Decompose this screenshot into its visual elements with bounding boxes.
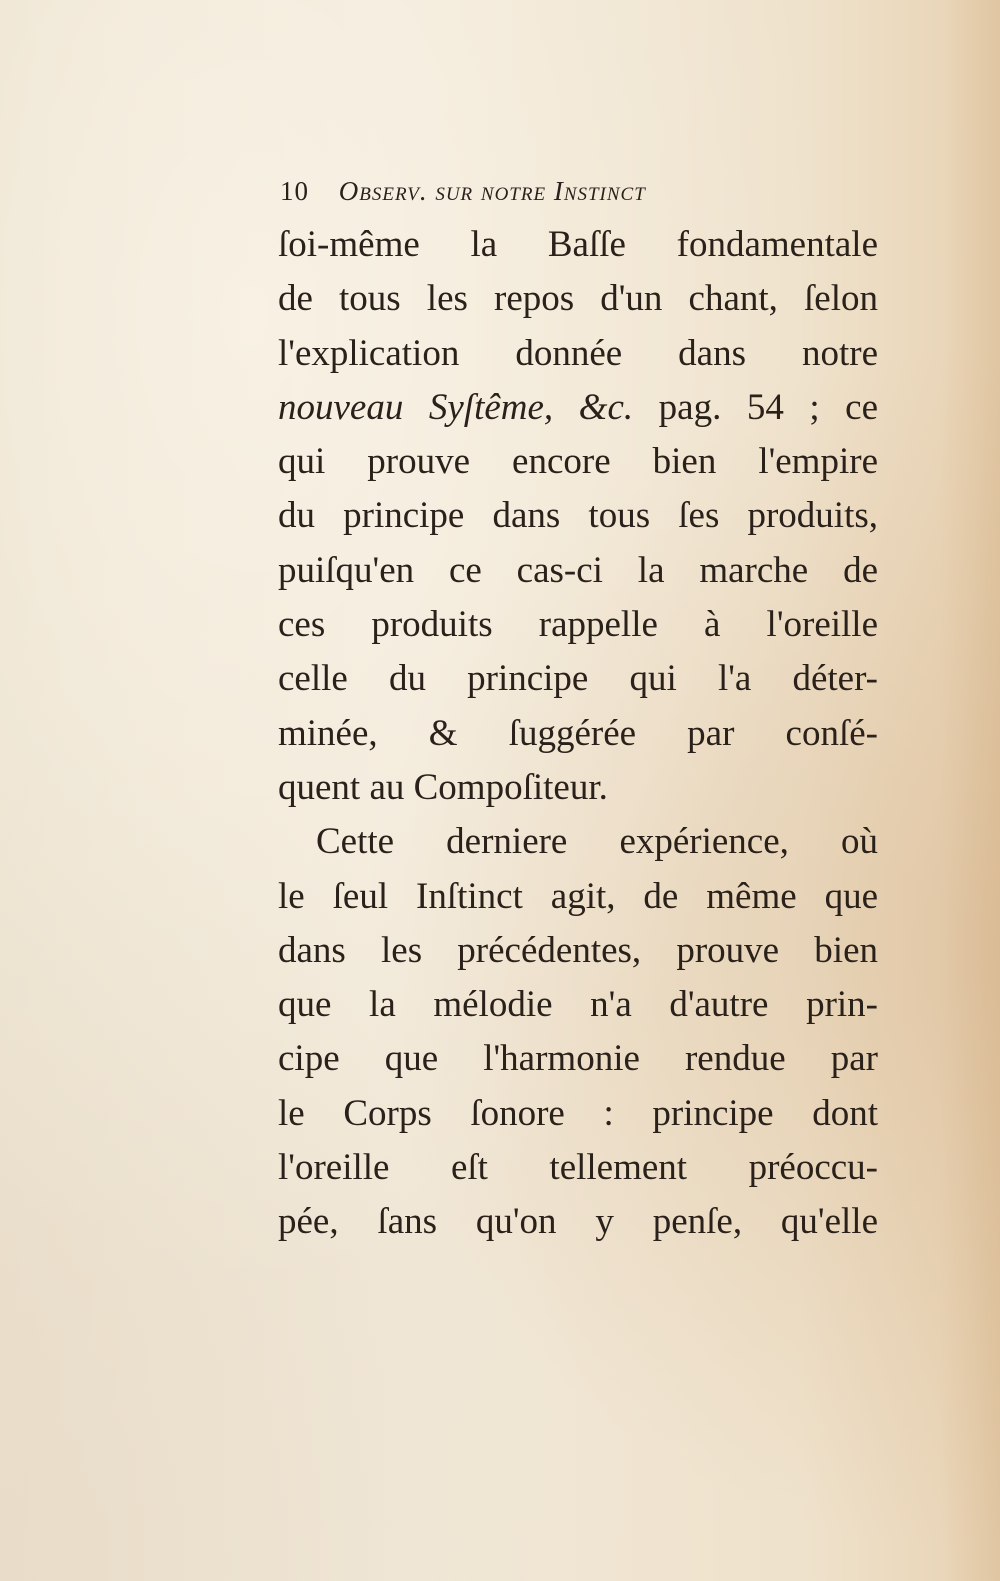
- running-head: [280, 176, 880, 216]
- text-line: cipe que l'harmonie rendue par: [278, 1038, 878, 1080]
- text-line: dans les précédentes, prouve bien: [278, 929, 878, 971]
- text-line: ces produits rappelle à l'oreille: [278, 604, 878, 646]
- text-line: du principe dans tous ſes produits,: [278, 495, 878, 537]
- page-edge-shading: [940, 0, 1000, 1581]
- text-line: quent au Compoſiteur.: [278, 766, 608, 808]
- text-line: Cette derniere expérience, où: [316, 821, 878, 863]
- text-line: l'explication donnée dans notre: [278, 332, 878, 374]
- text-line-rest: pag. 54 ; ce: [658, 386, 879, 428]
- page-number: 10: [280, 176, 309, 206]
- text-line: le ſeul Inſtinct agit, de même que: [278, 875, 878, 917]
- text-line: l'oreille eſt tellement préoccu-: [278, 1147, 878, 1189]
- text-line: le Corps ſonore : principe dont: [278, 1092, 878, 1134]
- text-line: que la mélodie n'a d'autre prin-: [278, 984, 878, 1026]
- text-line: de tous les repos d'un chant, ſelon: [278, 278, 878, 320]
- running-title: Observ. sur notre Instinct: [338, 176, 646, 206]
- text-line: celle du principe qui l'a déter-: [278, 658, 878, 700]
- text-line-with-italic: [278, 381, 878, 435]
- text-line: minée, & ſuggérée par conſé-: [278, 712, 878, 754]
- body-text: [278, 218, 878, 1250]
- text-line: ſoi-même la Baſſe fondamentale: [278, 224, 878, 265]
- text-line: puiſqu'en ce cas-ci la marche de: [278, 549, 878, 591]
- italic-citation: nouveau Syſtême, &c.: [278, 386, 634, 428]
- text-line: pée, ſans qu'on y penſe, qu'elle: [278, 1201, 878, 1243]
- text-line: qui prouve encore bien l'empire: [278, 441, 878, 483]
